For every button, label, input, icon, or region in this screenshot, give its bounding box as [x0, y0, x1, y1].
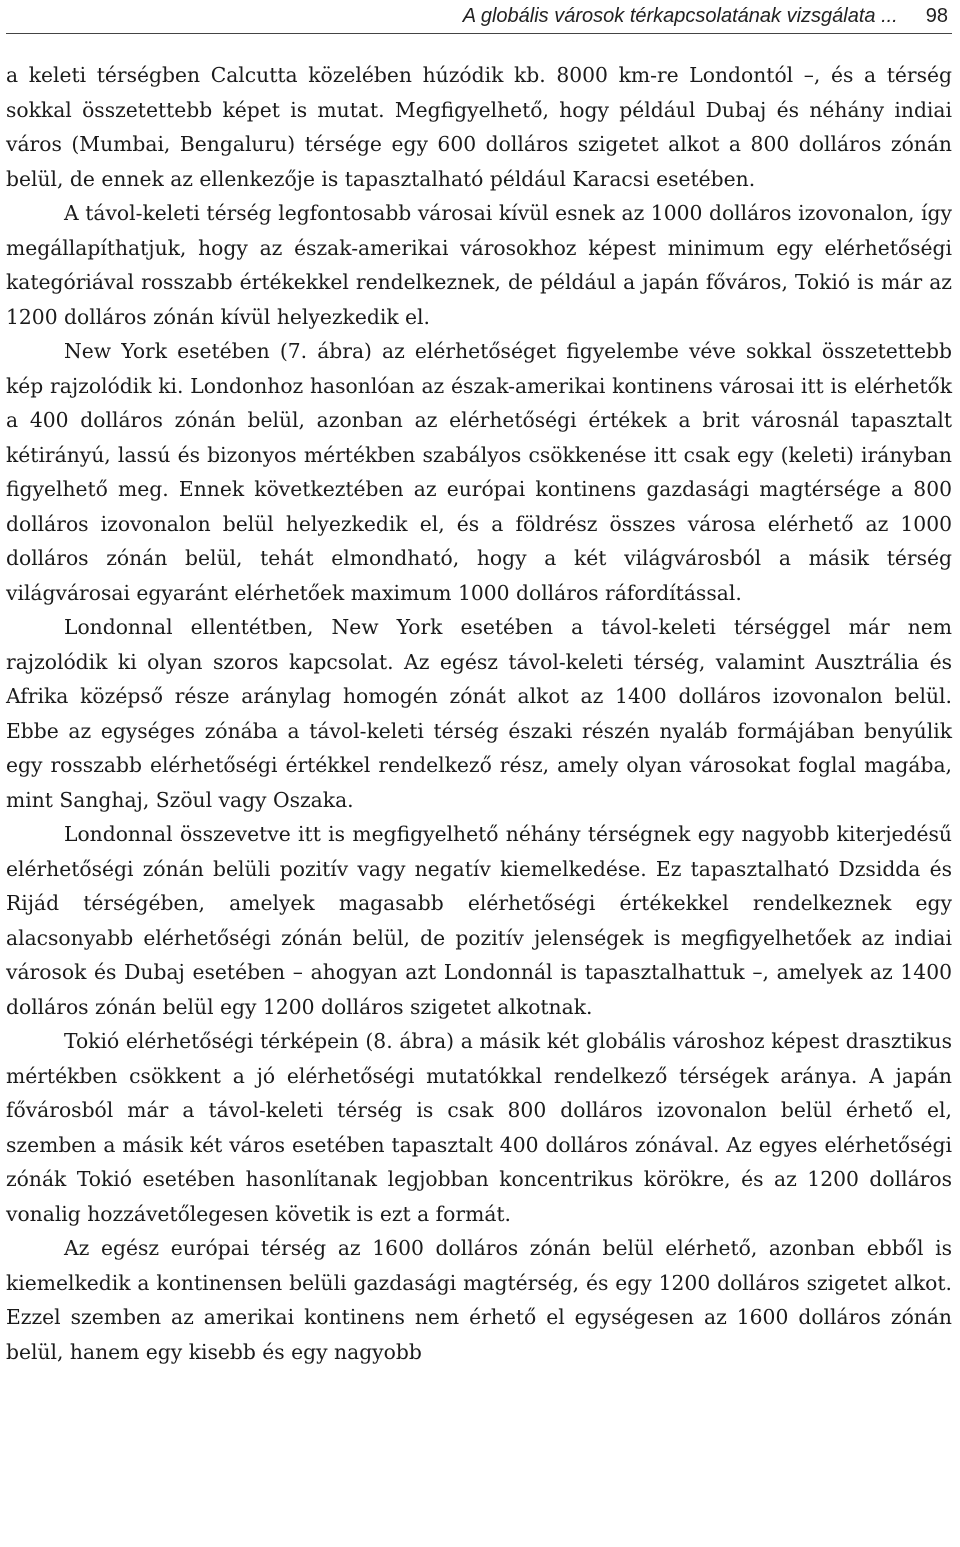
running-title: A globális városok térkapcsolatának vizsgálata ... — [462, 5, 898, 27]
paragraph: New York esetében (7. ábra) az elérhetőséget figyelembe véve sokkal összetettebb kép rajzolódik ki. Londonhoz hasonlóan az észak-amerikai kontinens városai itt is elérhetők a 400 dolláros zónán belül, azonban az elérhetőségi értékek a brit városnál tapasztalt kétirányú, lassú és bizonyos mértékben szabályos csökkenése itt csak egy (keleti) irányban figyelhető meg. Ennek következtében az európai kontinens gazdasági magtérsége a 800 dolláros izovonalon belül helyezkedik el, és a földrész összes városa elérhető az 1000 dolláros zónán belül, tehát elmondható, hogy a két világvárosból a másik térség világvárosai egyaránt elérhetőek maximum 1000 dolláros ráfordítással. — [6, 339, 952, 605]
paragraph: Tokió elérhetőségi térképein (8. ábra) a másik két globális városhoz képest drasztikus mértékben csökkent a jó elérhetőségi mutatókkal rendelkező térségek aránya. A japán fővárosból már a távol-keleti térség is csak 800 dolláros izovonalon belül érhető el, szemben a másik két város esetében tapasztalt 400 dolláros zónával. Az egyes elérhetőségi zónák Tokió esetében hasonlítanak legjobban koncentrikus körökre, és az 1200 dolláros vonalig hozzávetőlegesen követik is ezt a formát. — [6, 1029, 952, 1226]
page-number: 98 — [925, 5, 948, 27]
paragraph: A távol-keleti térség legfontosabb városai kívül esnek az 1000 dolláros izovonalon, így megállapíthatjuk, hogy az észak-amerikai városokhoz képest minimum egy elérhetőségi kategóriával rosszabb értékekkel rendelkeznek, de például a japán főváros, Tokió is már az 1200 dolláros zónán kívül helyezkedik el. — [6, 201, 952, 329]
paragraph-continued: a keleti térségben Calcutta közelében húzódik kb. 8000 km-re Londontól –, és a térség sokkal összetettebb képet is mutat. Megfigyelhető, hogy például Dubaj és néhány indiai város (Mumbai, Bengaluru) térsége egy 600 dolláros szigetet alkot a 800 dolláros zónán belül, de ennek az ellenkezője is tapasztalható például Karacsi esetében. — [6, 63, 952, 191]
body-text — [6, 58, 952, 1369]
paragraph: Londonnal összevetve itt is megfigyelhető néhány térségnek egy nagyobb kiterjedésű elérhetőségi zónán belüli pozitív vagy negatív kiemelkedése. Ez tapasztalható Dzsidda és Rijád térségében, amelyek magasabb elérhetőségi értékekkel rendelkeznek egy alacsonyabb elérhetőségi zónán belül, de pozitív jelenségek is megfigyelhetőek az indiai városok és Dubaj esetében – ahogyan azt Londonnál is tapasztalhattuk –, amelyek az 1400 dolláros zónán belül egy 1200 dolláros szigetet alkotnak. — [6, 822, 952, 1019]
paragraph: Londonnal ellentétben, New York esetében a távol-keleti térséggel már nem rajzolódik ki olyan szoros kapcsolat. Az egész távol-keleti térség, valamint Ausztrália és Afrika középső része aránylag homogén zónát alkot az 1400 dolláros izovonalon belül. Ebbe az egységes zónába a távol-keleti térség északi részén nyaláb formájában benyúlik egy rosszabb elérhetőségi értékkel rendelkező rész, amely olyan városokat foglal magába, mint Sanghaj, Szöul vagy Oszaka. — [6, 615, 952, 812]
running-header — [6, 0, 952, 34]
paragraph: Az egész európai térség az 1600 dolláros zónán belül elérhető, azonban ebből is kiemelkedik a kontinensen belüli gazdasági magtérség, és egy 1200 dolláros szigetet alkot. Ezzel szemben az amerikai kontinens nem érhető el egységesen az 1600 dolláros zónán belül, hanem egy kisebb és egy nagyobb — [6, 1236, 952, 1364]
